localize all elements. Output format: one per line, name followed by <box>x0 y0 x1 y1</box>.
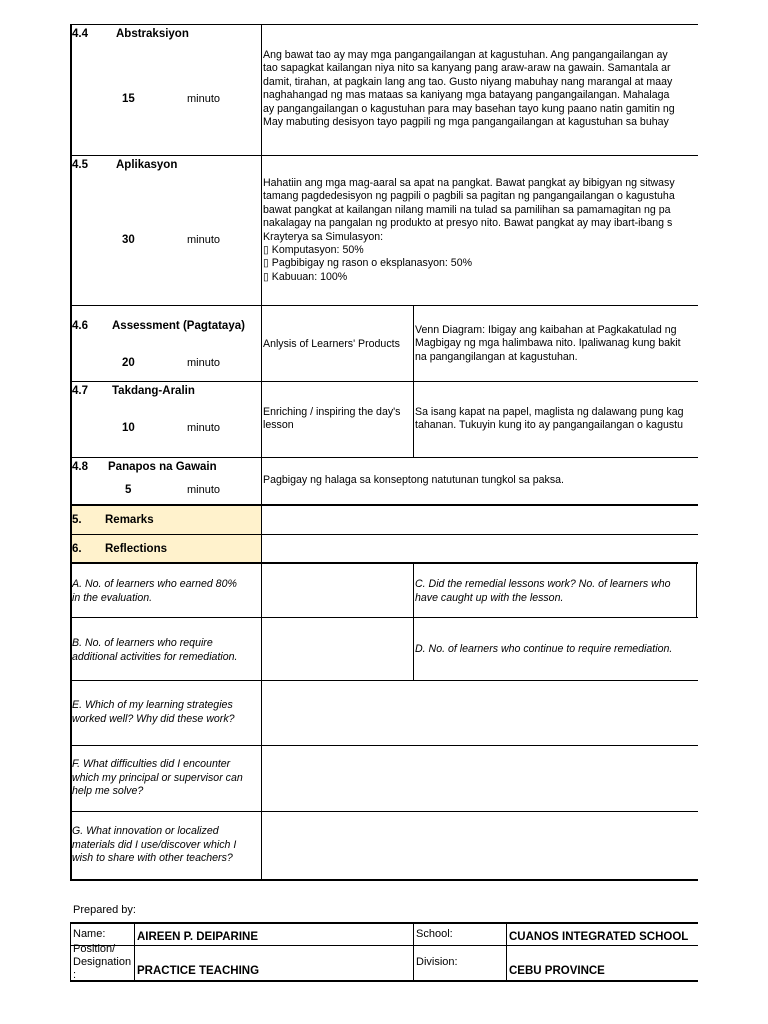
school-label: School: <box>416 928 453 940</box>
question-g: G. What innovation or localized materials did I use/discover which I wish to share with other teachers? <box>72 825 237 865</box>
section-title: Aplikasyon <box>116 159 178 171</box>
section-content: Hahatiin ang mga mag-aaral sa apat na pangkat. Bawat pangkat ay bibigyan ng sitwasy tamang pagdedesisyon ng pagpili o pagbili sa pagitan ng pangangailangan o kagustuha bawat pangkat at kailangan nilang mamili na tulad sa pamilihan sa pamamagitan ng pa nakalagay na pangalan ng produkto at presyo nito. Bawat pangkat ay may ibart-ibang s Krayterya sa Simulasyon: ▯ Komputasyon: 50% ▯ Pagbibigay ng rason o eksplanasyon: 50% ▯ Kabuuan: 100% <box>263 177 675 283</box>
section-content: Sa isang kapat na papel, maglista ng dalawang pung kag tahanan. Tukuyin kung ito ay pangangailangan o kagustu <box>415 406 684 432</box>
name-value: AIREEN P. DEIPARINE <box>137 931 258 943</box>
section-content: Ang bawat tao ay may mga pangangailangan at kagustuhan. Ang pangangailangan ay tao sapagkat kailangan niya nito sa kanyang pang araw-araw na gawain. Samantala ar damit, tirahan, at pagkain lang ang tao. Gusto niyang mabuhay nang marangal at maay naghahangad ng mas mataas sa kaniyang mga batayang pangangailangan. Mahalaga ay pangangailangan o kagustuhan para may basehan tayo kung paano natin gamitin ng May mabuting desisyon tayo pagpili ng mga pangangailangan at kagustuhan sa buhay <box>263 49 675 128</box>
division-label: Division: <box>416 956 458 968</box>
section-unit: minuto <box>187 93 221 105</box>
division-value: CEBU PROVINCE <box>509 965 605 977</box>
section-number: 4.8 <box>72 461 88 473</box>
remarks-number: 5. <box>72 514 82 526</box>
remarks-label-shade <box>72 506 261 534</box>
reflections-number: 6. <box>72 543 82 555</box>
position-label: Position/ Designation : <box>73 943 132 981</box>
section-title: Assessment (Pagtataya) <box>112 320 245 332</box>
section-unit: minuto <box>187 422 221 434</box>
question-e: E. Which of my learning strategies worked well? Why did these work? <box>72 699 235 725</box>
position-value: PRACTICE TEACHING <box>137 965 260 977</box>
section-number: 4.7 <box>72 385 88 397</box>
question-f: F. What difficulties did I encounter which my principal or supervisor can help me solve? <box>72 758 243 798</box>
school-value: CUANOS INTEGRATED SCHOOL <box>509 931 689 943</box>
section-activity: Enriching / inspiring the day's lesson <box>263 406 401 432</box>
section-minutes: 10 <box>122 422 135 434</box>
question-a: A. No. of learners who earned 80% in the evaluation. <box>72 578 237 604</box>
prepared-by-label: Prepared by: <box>73 904 136 916</box>
section-title: Takdang-Aralin <box>112 385 195 397</box>
section-activity: Anlysis of Learners' Products <box>263 338 400 350</box>
section-minutes: 15 <box>122 93 135 105</box>
section-unit: minuto <box>187 484 221 496</box>
remarks-label: Remarks <box>105 514 154 526</box>
name-label: Name: <box>73 928 106 940</box>
question-b: B. No. of learners who require additional activities for remediation. <box>72 637 238 663</box>
section-number: 4.5 <box>72 159 88 171</box>
section-content: Venn Diagram: Ibigay ang kaibahan at Pagkakatulad ng Magbigay ng mga halimbawa nito. Ipaliwanag kung bakit na pangangilangan at kagustuhan. <box>415 324 681 363</box>
section-content: Pagbigay ng halaga sa konseptong natutunan tungkol sa paksa. <box>263 474 564 486</box>
section-title: Panapos na Gawain <box>108 461 217 473</box>
section-minutes: 20 <box>122 357 135 369</box>
section-unit: minuto <box>187 357 221 369</box>
section-unit: minuto <box>187 234 221 246</box>
section-number: 4.4 <box>72 28 88 40</box>
reflections-label: Reflections <box>105 543 167 555</box>
question-d: D. No. of learners who continue to require remediation. <box>415 643 673 655</box>
section-number: 4.6 <box>72 320 88 332</box>
section-title: Abstraksiyon <box>116 28 189 40</box>
section-minutes: 30 <box>122 234 135 246</box>
question-c: C. Did the remedial lessons work? No. of learners who have caught up with the lesson. <box>415 578 671 604</box>
section-minutes: 5 <box>125 484 132 496</box>
